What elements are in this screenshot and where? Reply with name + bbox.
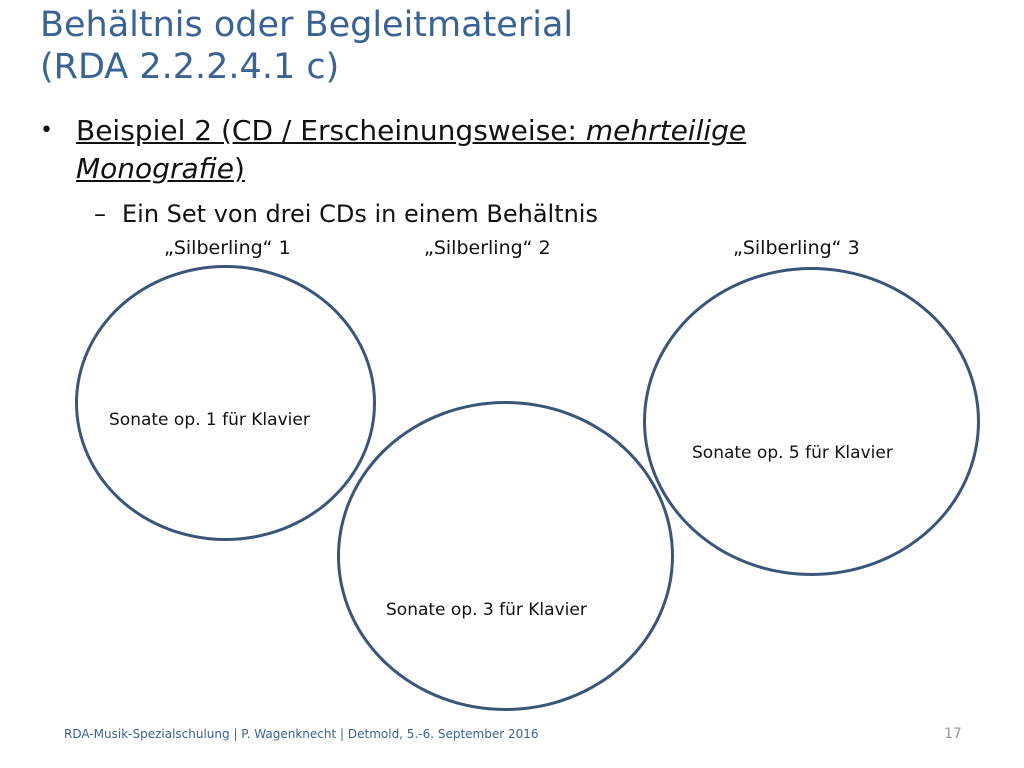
cd-disc-2	[337, 401, 674, 711]
footer-text: RDA-Musik-Spezialschulung | P. Wagenknecht | Detmold, 5.-6. September 2016	[64, 727, 539, 741]
bullet-marker: •	[40, 118, 53, 143]
disc-label-3: „Silberling“ 3	[733, 237, 860, 259]
sub-bullet-marker: –	[94, 200, 106, 228]
bullet-text	[76, 112, 976, 188]
disc-label-1: „Silberling“ 1	[164, 237, 291, 259]
disc-content-3: Sonate op. 5 für Klavier	[692, 443, 893, 463]
bullet-suffix: )	[233, 152, 245, 185]
disc-content-1: Sonate op. 1 für Klavier	[109, 410, 310, 430]
page-number: 17	[944, 726, 962, 742]
bullet-italic-1: mehrteilige	[585, 114, 747, 147]
cd-disc-1	[75, 265, 376, 541]
bullet-prefix: Beispiel 2 (CD / Erscheinungsweise:	[76, 114, 586, 147]
slide-title-line-1: Behältnis oder Begleitmaterial	[40, 5, 574, 45]
slide-title	[40, 4, 1000, 88]
cd-disc-3	[643, 267, 980, 576]
bullet-italic-2: Monografie	[76, 152, 234, 185]
disc-label-2: „Silberling“ 2	[424, 237, 551, 259]
disc-content-2: Sonate op. 3 für Klavier	[386, 600, 587, 620]
slide-title-line-2: (RDA 2.2.2.4.1 c)	[40, 47, 340, 87]
sub-bullet-text: Ein Set von drei CDs in einem Behältnis	[122, 200, 598, 228]
